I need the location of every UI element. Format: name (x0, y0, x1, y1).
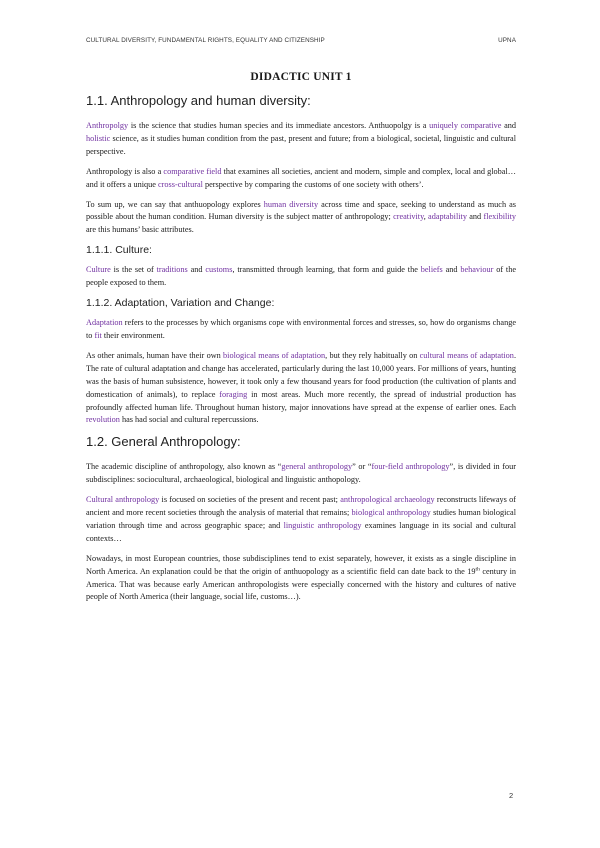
paragraph-adaptation: Adaptation refers to the processes by which organisms cope with environmental forces and stresses, so, how do organisms change to fit their environment. (86, 318, 516, 340)
term-holistic: holistic (86, 133, 111, 143)
term-cultural-means: cultural means of adaptation (419, 350, 514, 360)
term-beliefs: beliefs (420, 265, 443, 275)
term-flexibility: flexibility (483, 212, 516, 222)
section-heading-1-1-1: 1.1.1. Culture: (86, 244, 152, 257)
term-culture: Culture (86, 265, 111, 275)
page-content (86, 68, 516, 611)
paragraph-culture: Culture is the set of traditions and customs, transmitted through learning, that form and guide the beliefs and behaviour of the people exposed to them. (86, 265, 516, 288)
term-behaviour: behaviour (460, 265, 494, 275)
term-traditions: traditions (156, 265, 188, 275)
paragraph-means-of-adaptation: As other animals, human have their own biological means of adaptation, but they rely habitually on cultural means of adaptation. The rate of cultural adaptation and change has accelerated, particularly during the last 10,000 years. For millions of years, hunting was the basis of human subsistence, however, it took only a few thousand years for food production (the cultivation of plants and domestication of animals), to replace foraging in most areas. Much more recently, the spread of industrial production has profoundly affected human life. Throughout human history, major innovations have spread at the expense of earlier ones. Each revolution has had social and cultural repercussions. (86, 350, 516, 425)
term-adaptation: Adaptation (86, 318, 123, 328)
paragraph-general-anthropology: The academic discipline of anthropology, also known as “general anthropology” or “four-field anthropology”, is divided in four subdisciplines: sociocultural, archaeological, biological and linguistic anthopology. (86, 462, 516, 485)
section-heading-1-2: 1.2. General Anthropology: (86, 434, 241, 450)
term-creativity: creativity (393, 212, 424, 222)
superscript-th: th (475, 565, 480, 572)
term-biological-anthropology: biological anthropology (351, 508, 431, 518)
paragraph-human-diversity: To sum up, we can say that anthuopology explores human diversity across time and space, seeking to understand as much as possible about the human condition. Human diversity is the subject matter of anthropology; creativity, adaptability and flexibility are this humans’ basic attributes. (86, 199, 516, 235)
page-number: 2 (509, 791, 514, 800)
section-heading-1-1-2: 1.1.2. Adaptation, Variation and Change: (86, 297, 275, 310)
paragraph-comparative-field: Anthropology is also a comparative field that examines all societies, ancient and modern, simple and complex, local and global… and it offers a unique cross-cultural perspective by comparing the customs of one society with others’. (86, 166, 517, 189)
term-cultural-anthropology: Cultural anthropology (86, 495, 160, 505)
term-foraging: foraging (219, 389, 248, 399)
term-uniquely-comparative: uniquely comparative (429, 121, 502, 130)
term-four-field-anthropology: four-field anthropology (371, 462, 450, 472)
paragraph-anthropology-definition: Anthropolgy is the science that studies human species and its immediate ancestors. Anthuopolgy is a uniquely comparative and holistic science, as it studies human condition from the past, present and future; from a biological, societal, linguistic and cultural perspective. (86, 121, 516, 156)
term-revolution: revolution (86, 415, 120, 425)
header-institution: UPNA (498, 37, 516, 44)
term-comparative-field: comparative field (163, 166, 222, 176)
paragraph-north-america: Nowadays, in most European countries, those subdisciplines tend to exist separately, however, it exists as a single discipline in North America. An explanation could be that the origin of anthuopology as a scientific field can date back to the 19th century in America. That was because early American anthropologists were especially concerned with the history and cultures of native people of North America (their language, social life, customs…). (86, 553, 517, 602)
term-anthropological-archaeology: anthropological archaeology (340, 495, 435, 505)
term-anthropology: Anthropolgy (86, 121, 129, 130)
unit-title: DIDACTIC UNIT 1 (250, 71, 352, 83)
term-cross-cultural: cross-cultural (158, 179, 203, 189)
term-general-anthropology: general anthropology (281, 462, 353, 472)
header-course-title: CULTURAL DIVERSITY, FUNDAMENTAL RIGHTS, EQUALITY AND CITIZENSHIP (86, 37, 325, 44)
term-human-diversity: human diversity (263, 199, 319, 209)
term-customs: customs (205, 265, 233, 275)
term-biological-means: biological means of adaptation (223, 350, 326, 360)
term-linguistic-anthropology: linguistic anthropology (283, 520, 362, 530)
term-fit: fit (94, 330, 102, 340)
paragraph-subdisciplines: Cultural anthropology is focused on societies of the present and recent past; anthropological archaeology reconstructs lifeways of ancient and more recent societies through the analysis of material that remains; biological anthropology studies human biological variation through time and across geographic space; and linguistic anthropology examines language in its social and cultural contexts… (86, 495, 517, 543)
section-heading-1-1: 1.1. Anthropology and human diversity: (86, 93, 311, 108)
term-adaptability: adaptability (428, 212, 467, 222)
